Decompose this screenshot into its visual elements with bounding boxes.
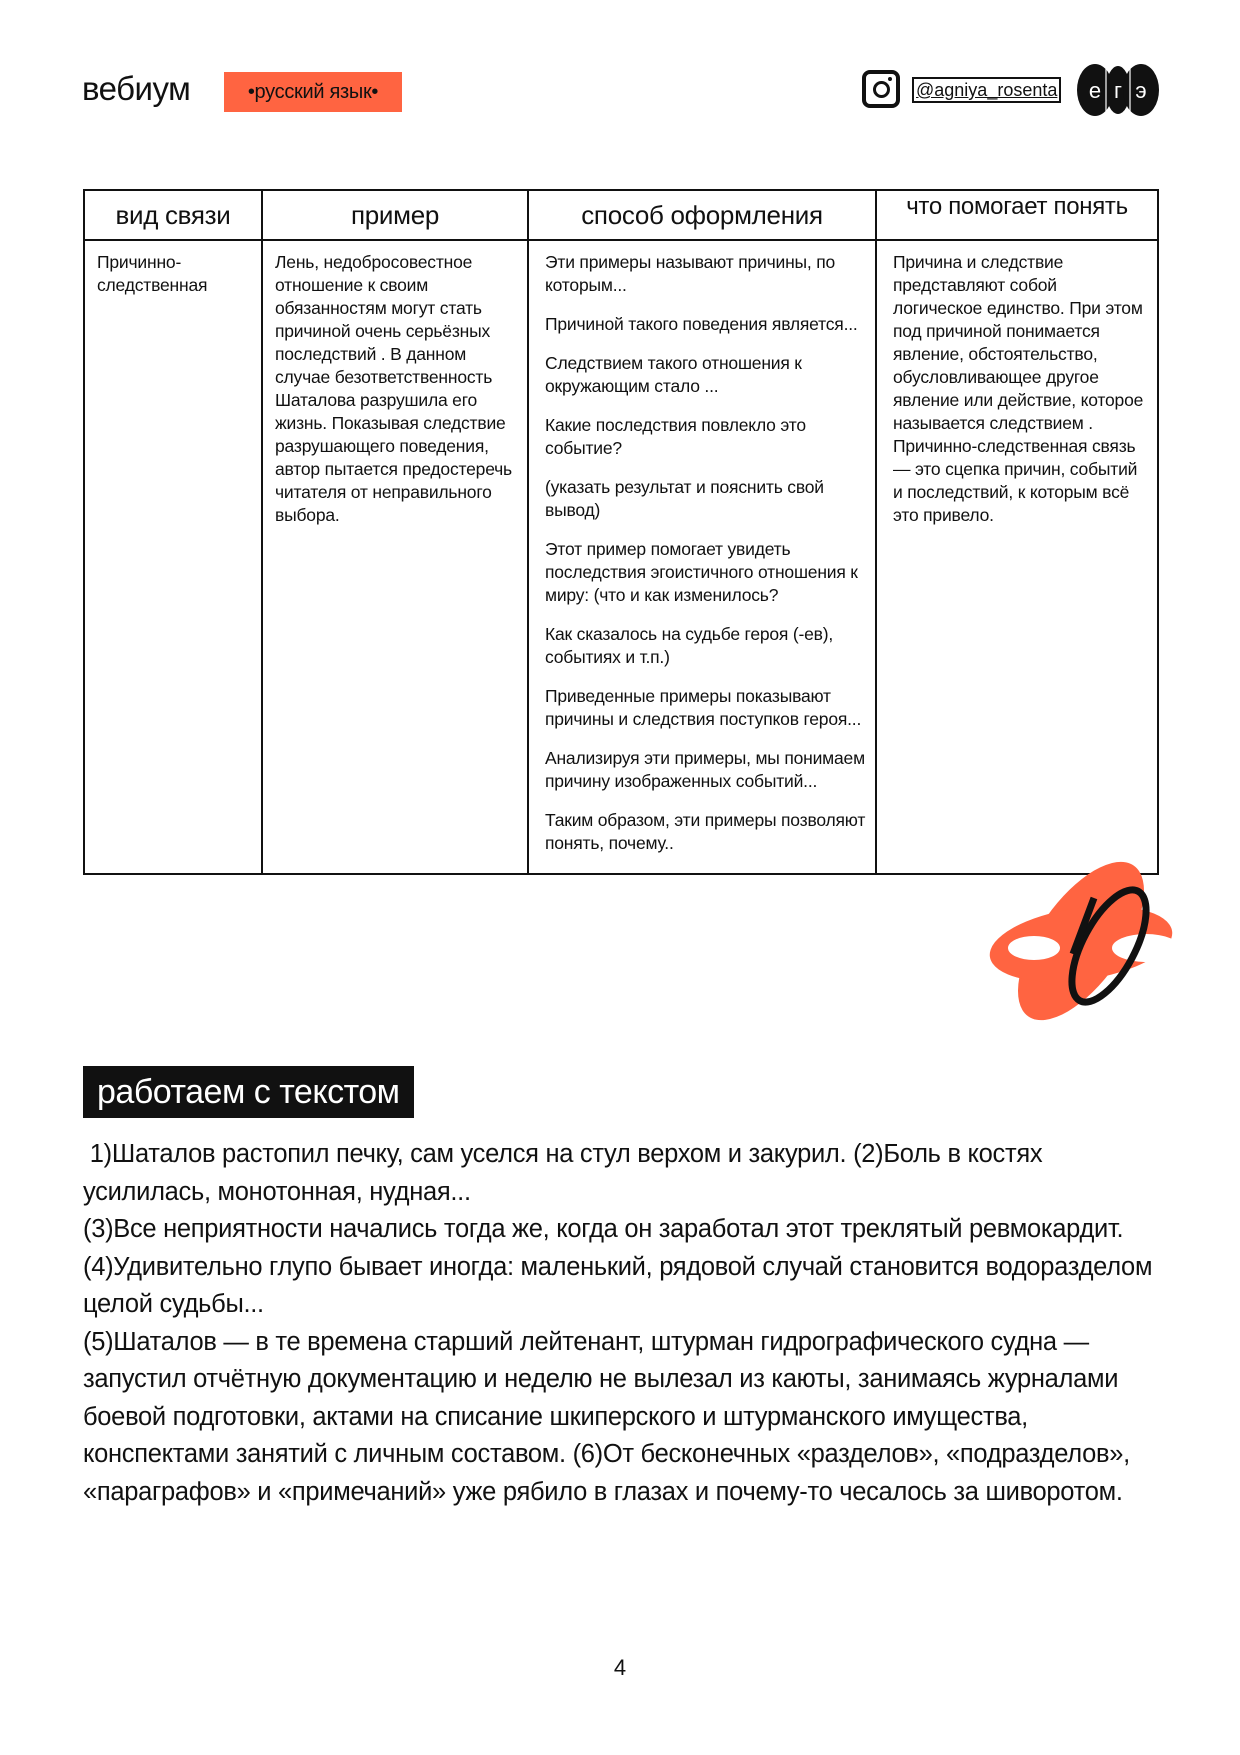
- phrase-item: Какие последствия повлекло это событие?: [545, 415, 806, 458]
- cell-explanation: [876, 240, 1158, 874]
- cell-phrasing: [528, 240, 876, 874]
- phrase-item: Анализируя эти примеры, мы понимаем причину изображенных событий...: [545, 748, 865, 791]
- phrase-item: Следствием такого отношения к окружающим стало ...: [545, 353, 802, 396]
- table-row: [84, 240, 1158, 874]
- ege-letter-g: г: [1113, 78, 1123, 103]
- subject-badge: •русский язык•: [224, 72, 402, 112]
- text-paragraph: 1)Шаталов растопил печку, сам уселся на стул верхом и закурил. (2)Боль в костях усилилась, монотонная, нудная...: [83, 1140, 1050, 1206]
- ege-letter-eh: э: [1135, 78, 1147, 103]
- column-header-explanation: что помогает понять: [876, 190, 1158, 240]
- brand-logo: вебиум: [82, 70, 191, 107]
- phrase-item: Приведенные примеры показывают причины и следствия поступков героя...: [545, 686, 862, 729]
- connection-type-text: Причинно-следственная: [97, 252, 208, 295]
- ege-letter-e: е: [1088, 78, 1102, 103]
- cell-connection-type: [84, 240, 262, 874]
- section-heading: работаем с текстом: [83, 1066, 414, 1118]
- phrase-item: Этот пример помогает увидеть последствия эгоистичного отношения к миру: (что и как изменилось?: [545, 539, 858, 605]
- instagram-lens: [873, 81, 890, 98]
- instagram-handle-link[interactable]: @agniya_rosenta: [912, 77, 1061, 103]
- connection-types-table: [83, 189, 1157, 875]
- text-paragraph: (5)Шаталов — в те времена старший лейтенант, штурман гидрографического судна — запустил отчётную документацию и неделю не вылезал из каюты, занимаясь журналами боевой подготовки, актами на списание шкиперского и штурманского имущества, конспектами занятий с личным составом. (6)От бесконечных «разделов», «подразделов», «параграфов» и «примечаний» уже рябило в глазах и почему-то чесалось за шиворотом.: [83, 1327, 1130, 1506]
- reading-text: [83, 1136, 1163, 1511]
- table-header-row: [84, 190, 1158, 240]
- column-header-type: вид связи: [84, 190, 262, 240]
- instagram-dot: [888, 77, 892, 81]
- phrase-item: Как сказалось на судьбе героя (-ев), событиях и т.п.): [545, 624, 834, 667]
- phrase-item: Эти примеры называют причины, по которым...: [545, 252, 836, 295]
- column-header-phrasing: способ оформления: [528, 190, 876, 240]
- instagram-icon[interactable]: [862, 70, 900, 108]
- phrase-item: (указать результат и пояснить свой вывод): [545, 477, 824, 520]
- example-text: Лень, недобросовестное отношение к своим обязанностям могут стать причиной очень серьёзных последствий . В данном случае безответственность Шаталова разрушила его жизнь. Показывая следствие разрушающего поведения, автор пытается предостеречь читателя от неправильного выбора.: [275, 252, 512, 525]
- cell-example: [262, 240, 528, 874]
- explanation-text: Причина и следствие представляют собой логическое единство. При этом под причиной понимается явление, обстоятельство, обусловливающее другое явление или действие, которое называется следствием . Причинно-следственная связь — это сцепка причин, событий и последствий, к которым всё это привело.: [893, 252, 1144, 525]
- ege-logo: [1077, 64, 1159, 116]
- text-paragraph: (3)Все неприятности начались тогда же, когда он заработал этот треклятый ревмокардит. (4)Удивительно глупо бывает иногда: маленький, рядовой случай становится водоразделом целой судьбы...: [83, 1215, 1153, 1318]
- page-number: 4: [613, 1655, 627, 1680]
- phrase-item: Таким образом, эти примеры позволяют понять, почему..: [545, 810, 866, 853]
- paperclip-flower-decoration: [986, 836, 1176, 1036]
- column-header-example: пример: [262, 190, 528, 240]
- phrase-item: Причиной такого поведения является...: [545, 314, 858, 334]
